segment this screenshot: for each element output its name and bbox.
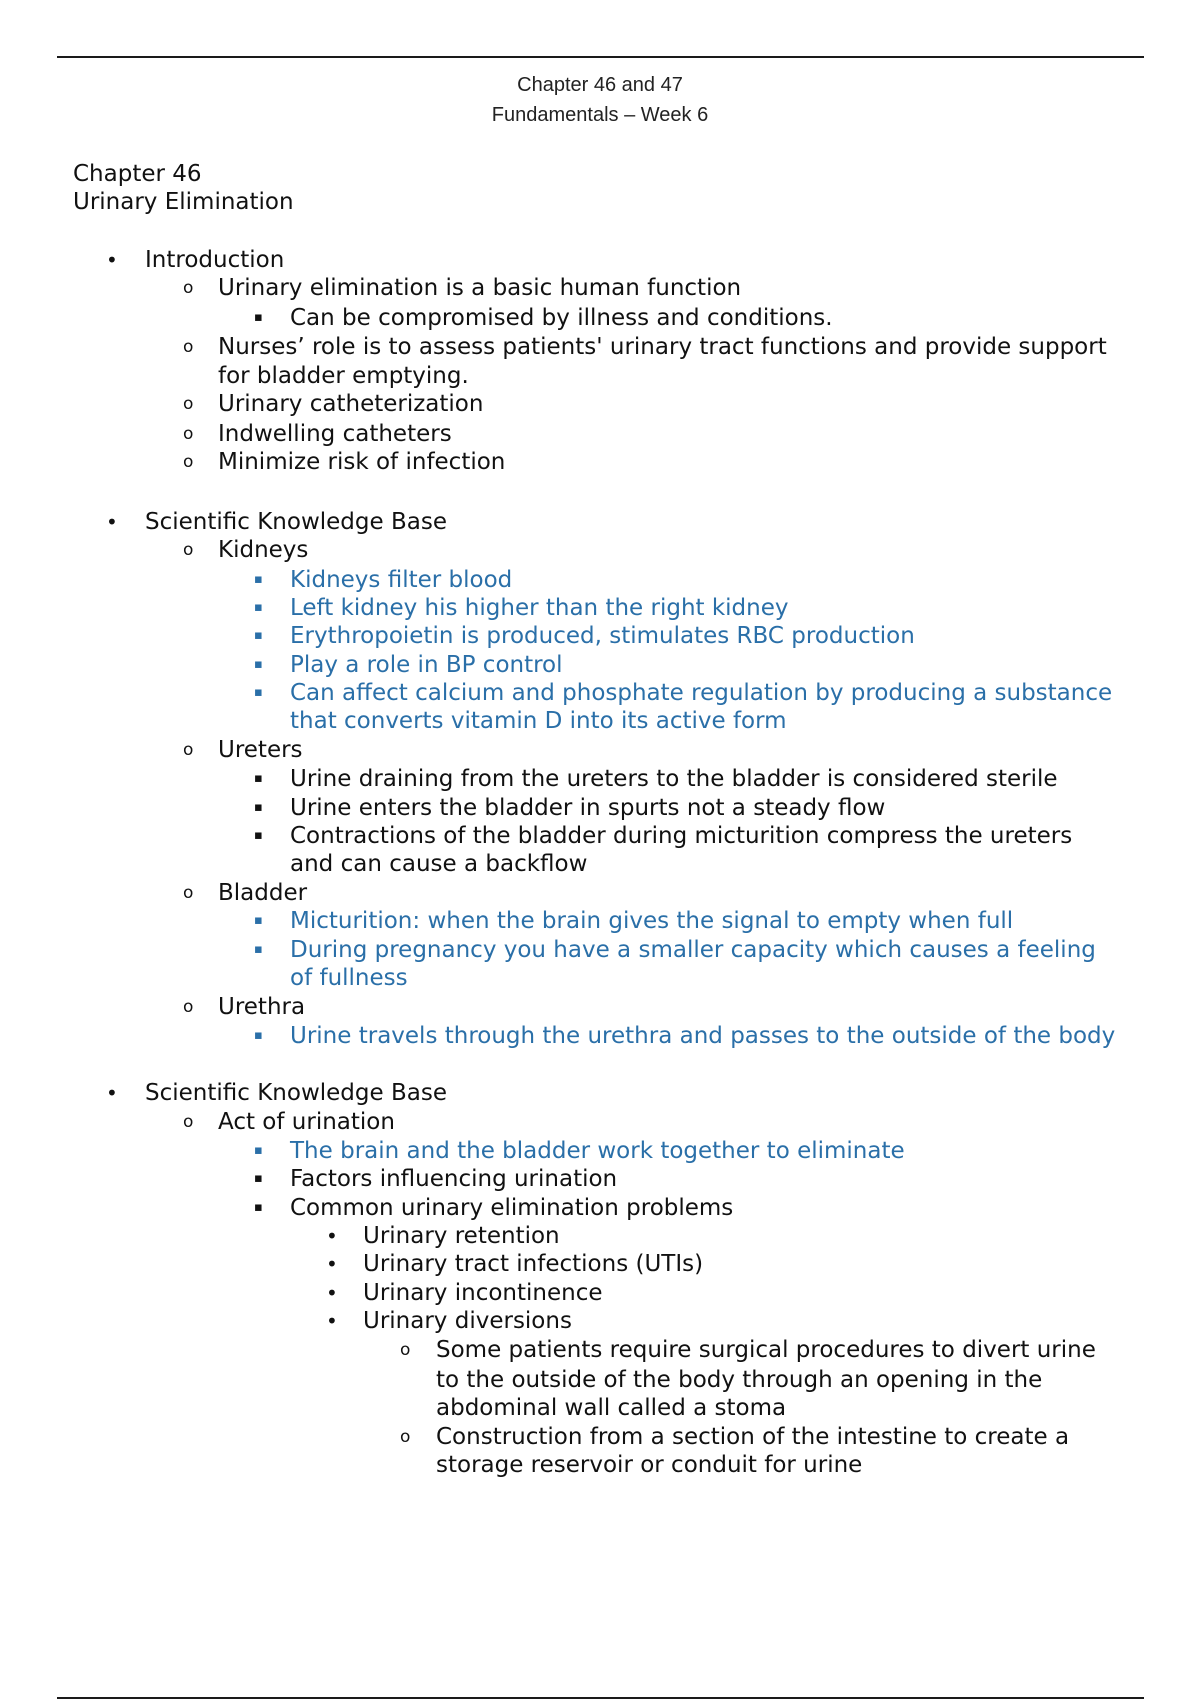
disc-bullet: • xyxy=(326,1309,338,1333)
section-heading: Scientific Knowledge Base xyxy=(145,509,447,535)
disc-bullet: • xyxy=(106,510,118,534)
top-rule xyxy=(57,56,1144,58)
square-bullet: ▪ xyxy=(254,942,263,957)
list-item: Urine draining from the ureters to the bladder is considered sterile xyxy=(290,766,1058,792)
square-bullet: ▪ xyxy=(254,1028,263,1043)
circle-bullet: o xyxy=(183,424,194,444)
list-item: Can affect calcium and phosphate regulation by producing a substance xyxy=(290,680,1113,706)
square-bullet: ▪ xyxy=(254,685,263,700)
list-item: Left kidney his higher than the right kidney xyxy=(290,595,789,621)
square-bullet: ▪ xyxy=(254,310,263,325)
subsection-heading: Bladder xyxy=(218,880,308,906)
chapter-title: Chapter 46 xyxy=(73,161,202,187)
list-item: Construction from a section of the intestine to create a xyxy=(436,1424,1070,1450)
disc-bullet: • xyxy=(106,1081,118,1105)
list-item: Minimize risk of infection xyxy=(218,449,506,475)
circle-bullet: o xyxy=(183,1112,194,1132)
bottom-rule xyxy=(57,1697,1144,1699)
circle-bullet: o xyxy=(183,540,194,560)
square-bullet: ▪ xyxy=(254,1200,263,1215)
list-item: Some patients require surgical procedures to divert urine xyxy=(436,1337,1096,1363)
square-bullet: ▪ xyxy=(254,828,263,843)
list-item: Common urinary elimination problems xyxy=(290,1195,734,1221)
subsection-heading: Kidneys xyxy=(218,537,309,563)
square-bullet: ▪ xyxy=(254,657,263,672)
list-item-continuation: of fullness xyxy=(290,965,408,991)
list-item: Factors influencing urination xyxy=(290,1166,618,1192)
list-item: Nurses’ role is to assess patients' urinary tract functions and provide support xyxy=(218,334,1107,360)
circle-bullet: o xyxy=(183,452,194,472)
section-heading: Introduction xyxy=(145,247,285,273)
header-subtitle: Fundamentals – Week 6 xyxy=(491,104,709,126)
list-item: Urinary tract infections (UTIs) xyxy=(363,1251,704,1277)
square-bullet: ▪ xyxy=(254,1171,263,1186)
circle-bullet: o xyxy=(183,394,194,414)
list-item: Urinary retention xyxy=(363,1223,560,1249)
square-bullet: ▪ xyxy=(254,600,263,615)
list-item-continuation: storage reservoir or conduit for urine xyxy=(436,1452,863,1478)
list-item-continuation: to the outside of the body through an opening in the xyxy=(436,1367,1043,1393)
disc-bullet: • xyxy=(326,1224,338,1248)
disc-bullet: • xyxy=(326,1281,338,1305)
circle-bullet: o xyxy=(400,1427,411,1447)
subsection-heading: Ureters xyxy=(218,737,303,763)
list-item: The brain and the bladder work together to eliminate xyxy=(290,1138,905,1164)
section-heading: Scientific Knowledge Base xyxy=(145,1080,447,1106)
list-item: Micturition: when the brain gives the signal to empty when full xyxy=(290,908,1014,934)
chapter-subtitle: Urinary Elimination xyxy=(73,189,294,215)
header-title: Chapter 46 and 47 xyxy=(517,74,683,96)
square-bullet: ▪ xyxy=(254,913,263,928)
list-item: Contractions of the bladder during micturition compress the ureters xyxy=(290,823,1073,849)
list-item: Urinary incontinence xyxy=(363,1280,603,1306)
list-item-continuation: for bladder emptying. xyxy=(218,363,469,389)
list-item: Urine travels through the urethra and passes to the outside of the body xyxy=(290,1023,1116,1049)
circle-bullet: o xyxy=(183,337,194,357)
circle-bullet: o xyxy=(400,1340,411,1360)
list-item: During pregnancy you have a smaller capacity which causes a feeling xyxy=(290,937,1096,963)
disc-bullet: • xyxy=(326,1252,338,1276)
square-bullet: ▪ xyxy=(254,800,263,815)
square-bullet: ▪ xyxy=(254,572,263,587)
list-item-continuation: abdominal wall called a stoma xyxy=(436,1395,787,1421)
square-bullet: ▪ xyxy=(254,1143,263,1158)
subsection-heading: Act of urination xyxy=(218,1109,395,1135)
list-item: Urine enters the bladder in spurts not a steady flow xyxy=(290,795,886,821)
square-bullet: ▪ xyxy=(254,771,263,786)
list-item: Indwelling catheters xyxy=(218,421,452,447)
list-item: Urinary catheterization xyxy=(218,391,484,417)
list-item: Play a role in BP control xyxy=(290,652,563,678)
circle-bullet: o xyxy=(183,883,194,903)
list-item-continuation: and can cause a backflow xyxy=(290,851,588,877)
disc-bullet: • xyxy=(106,248,118,272)
list-item: Urinary elimination is a basic human function xyxy=(218,275,742,301)
circle-bullet: o xyxy=(183,278,194,298)
list-item-continuation: that converts vitamin D into its active form xyxy=(290,708,787,734)
list-item: Can be compromised by illness and conditions. xyxy=(290,305,833,331)
list-item: Kidneys filter blood xyxy=(290,567,513,593)
list-item: Erythropoietin is produced, stimulates RBC production xyxy=(290,623,915,649)
circle-bullet: o xyxy=(183,740,194,760)
list-item: Urinary diversions xyxy=(363,1308,572,1334)
subsection-heading: Urethra xyxy=(218,994,306,1020)
square-bullet: ▪ xyxy=(254,628,263,643)
circle-bullet: o xyxy=(183,997,194,1017)
